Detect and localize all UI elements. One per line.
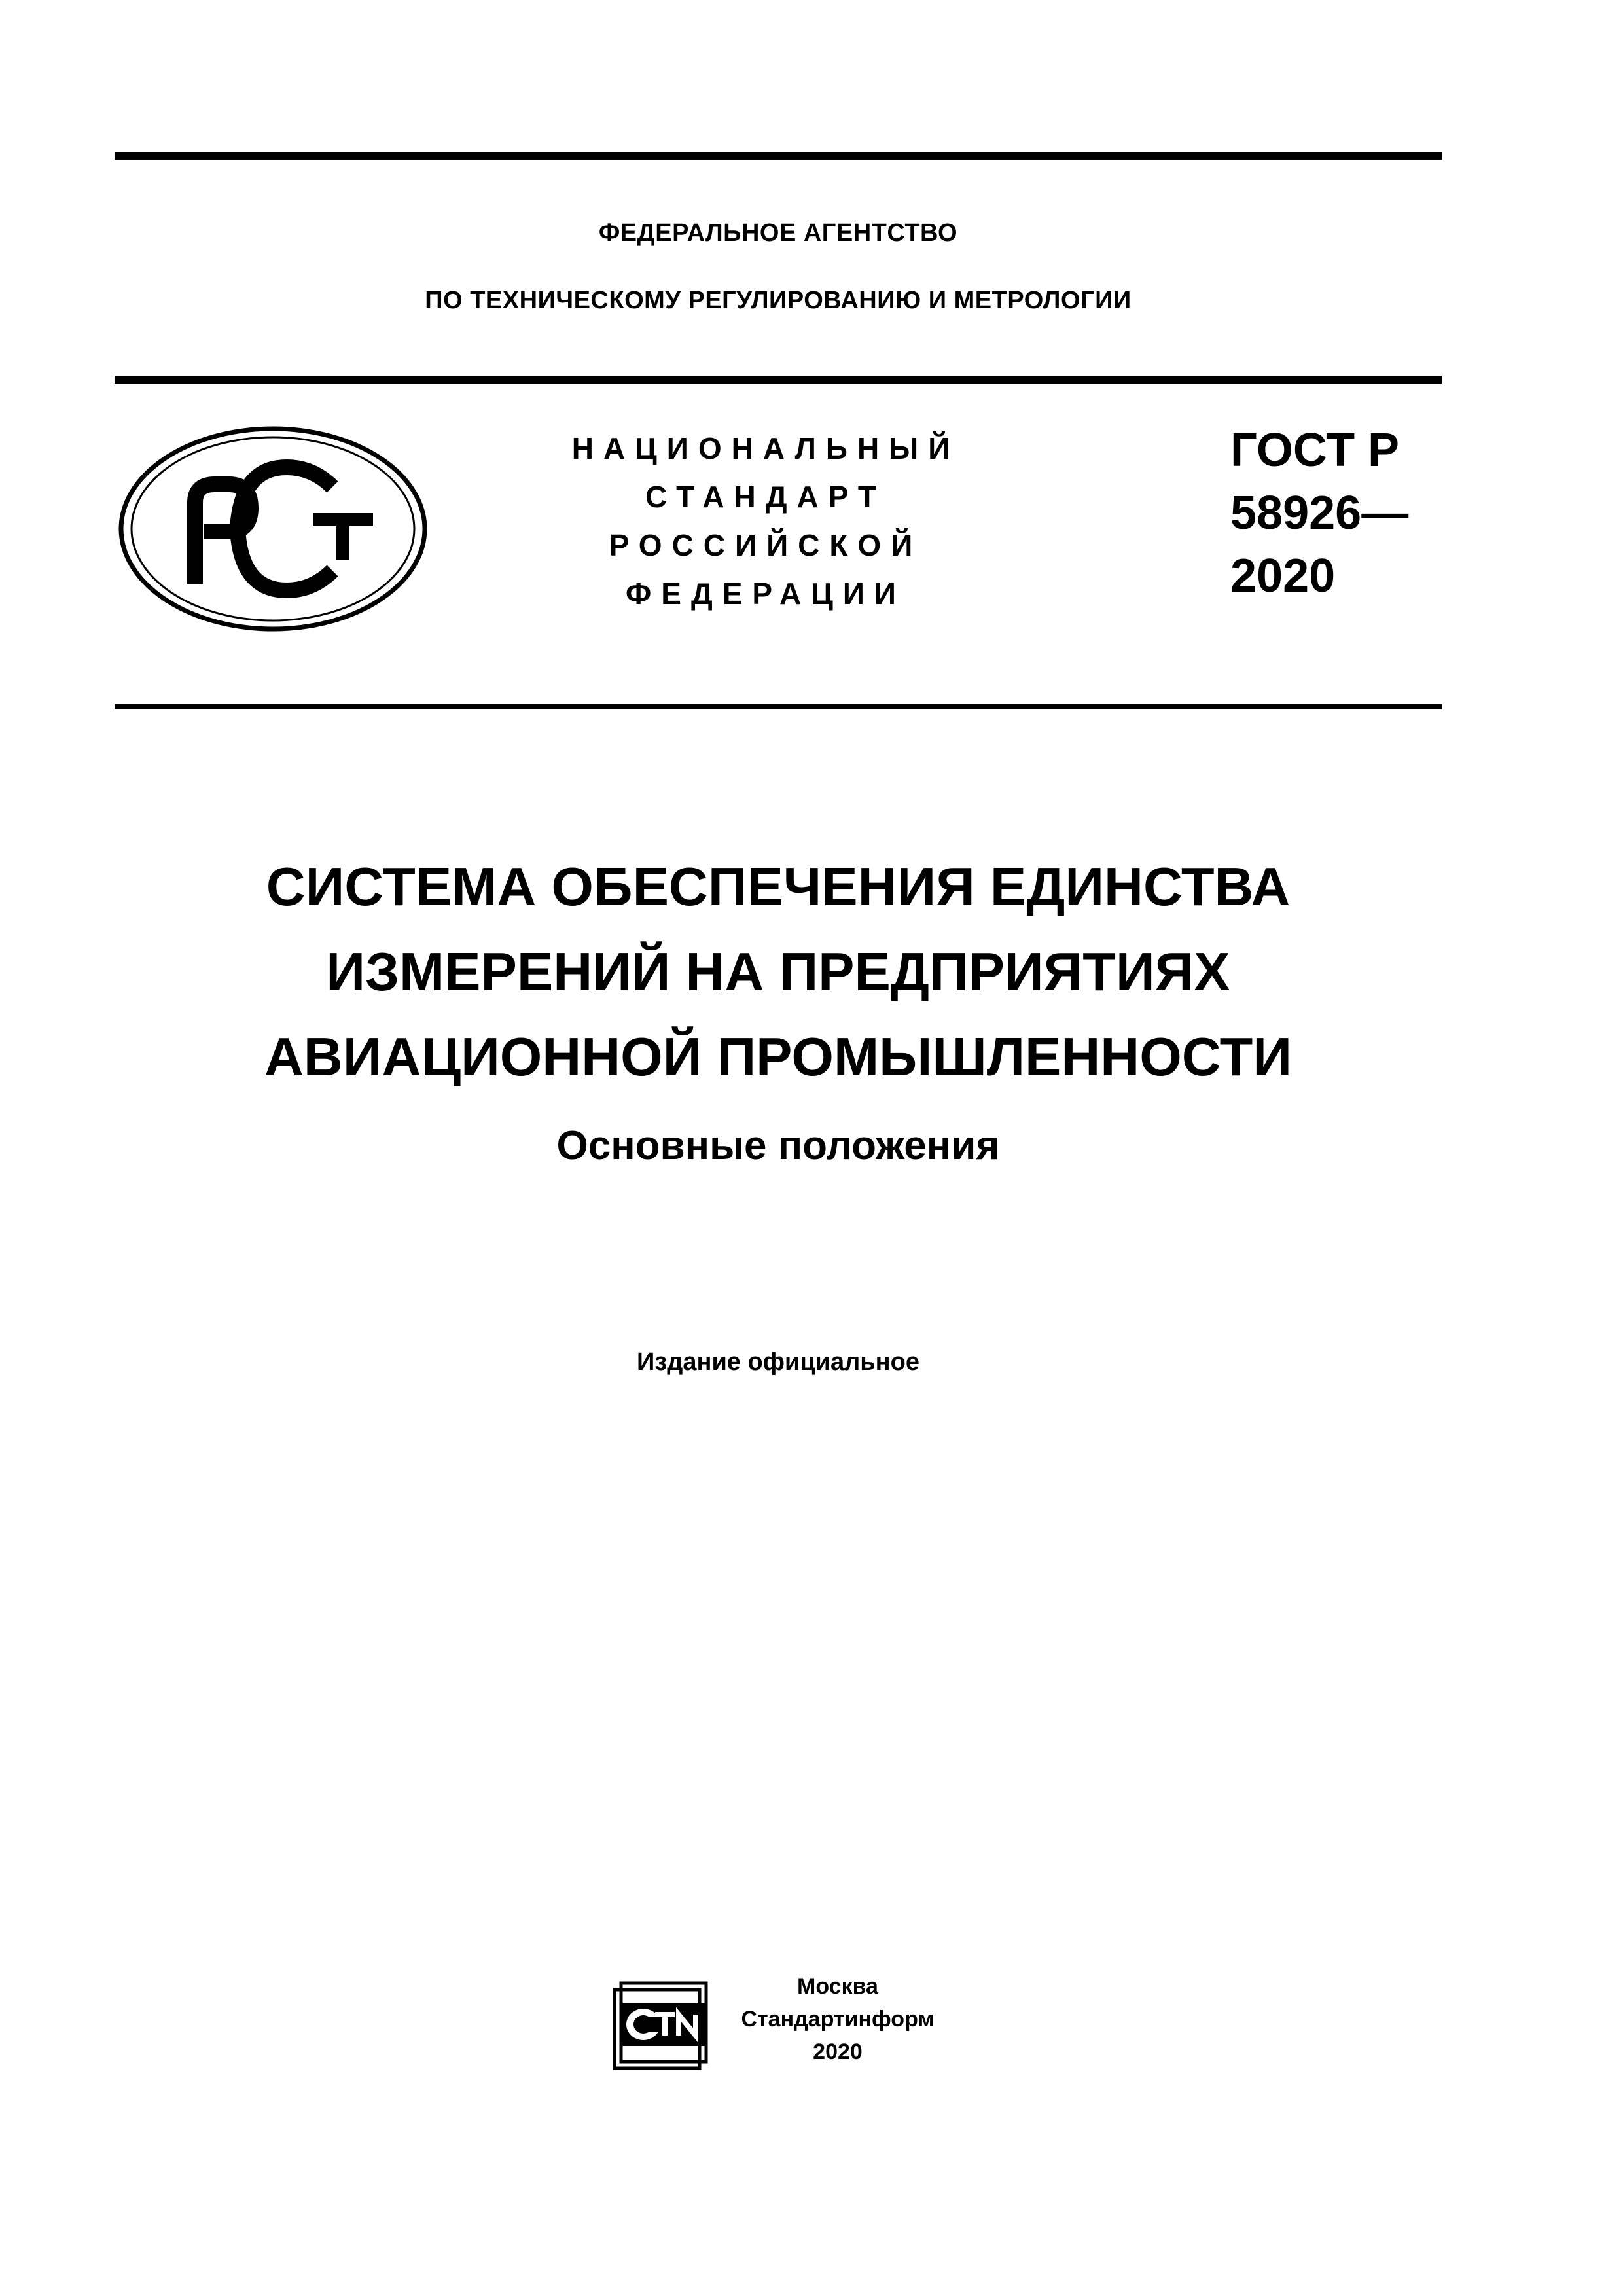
publisher-logo-icon (612, 1977, 710, 2075)
imprint-block (720, 1970, 955, 2068)
rst-logo-icon (116, 424, 429, 634)
title-line-2: ИЗМЕРЕНИЙ НА ПРЕДПРИЯТИЯХ (326, 941, 1230, 1002)
middle-rule (115, 376, 1442, 384)
agency-line-2: ПО ТЕХНИЧЕСКОМУ РЕГУЛИРОВАНИЮ И МЕТРОЛОГИИ (425, 287, 1132, 314)
bottom-rule (115, 704, 1442, 709)
standard-type-line-2: СТАНДАРТ (645, 480, 886, 514)
standard-type-line-1: НАЦИОНАЛЬНЫЙ (571, 431, 960, 465)
title-line-3: АВИАЦИОННОЙ ПРОМЫШЛЕННОСТИ (264, 1026, 1293, 1087)
title-line-1: СИСТЕМА ОБЕСПЕЧЕНИЯ ЕДИНСТВА (266, 856, 1291, 917)
edition-note: Издание официальное (637, 1348, 919, 1376)
standard-type-line-4: ФЕДЕРАЦИИ (626, 577, 906, 611)
document-title (115, 844, 1442, 1100)
designation-line-2: 58926— (1230, 487, 1409, 539)
standard-designation (1230, 419, 1446, 607)
standard-type-line-3: РОССИЙСКОЙ (609, 528, 923, 562)
designation-line-1: ГОСТ Р (1230, 424, 1400, 476)
standard-type-block (537, 424, 995, 618)
document-subtitle: Основные положения (556, 1123, 1000, 1168)
imprint-city: Москва (797, 1974, 878, 1999)
top-rule (115, 152, 1442, 160)
designation-line-3: 2020 (1230, 550, 1336, 602)
agency-line-1: ФЕДЕРАЛЬНОЕ АГЕНТСТВО (598, 219, 958, 247)
imprint-publisher: Стандартинформ (741, 2007, 935, 2032)
imprint-year: 2020 (813, 2039, 863, 2064)
